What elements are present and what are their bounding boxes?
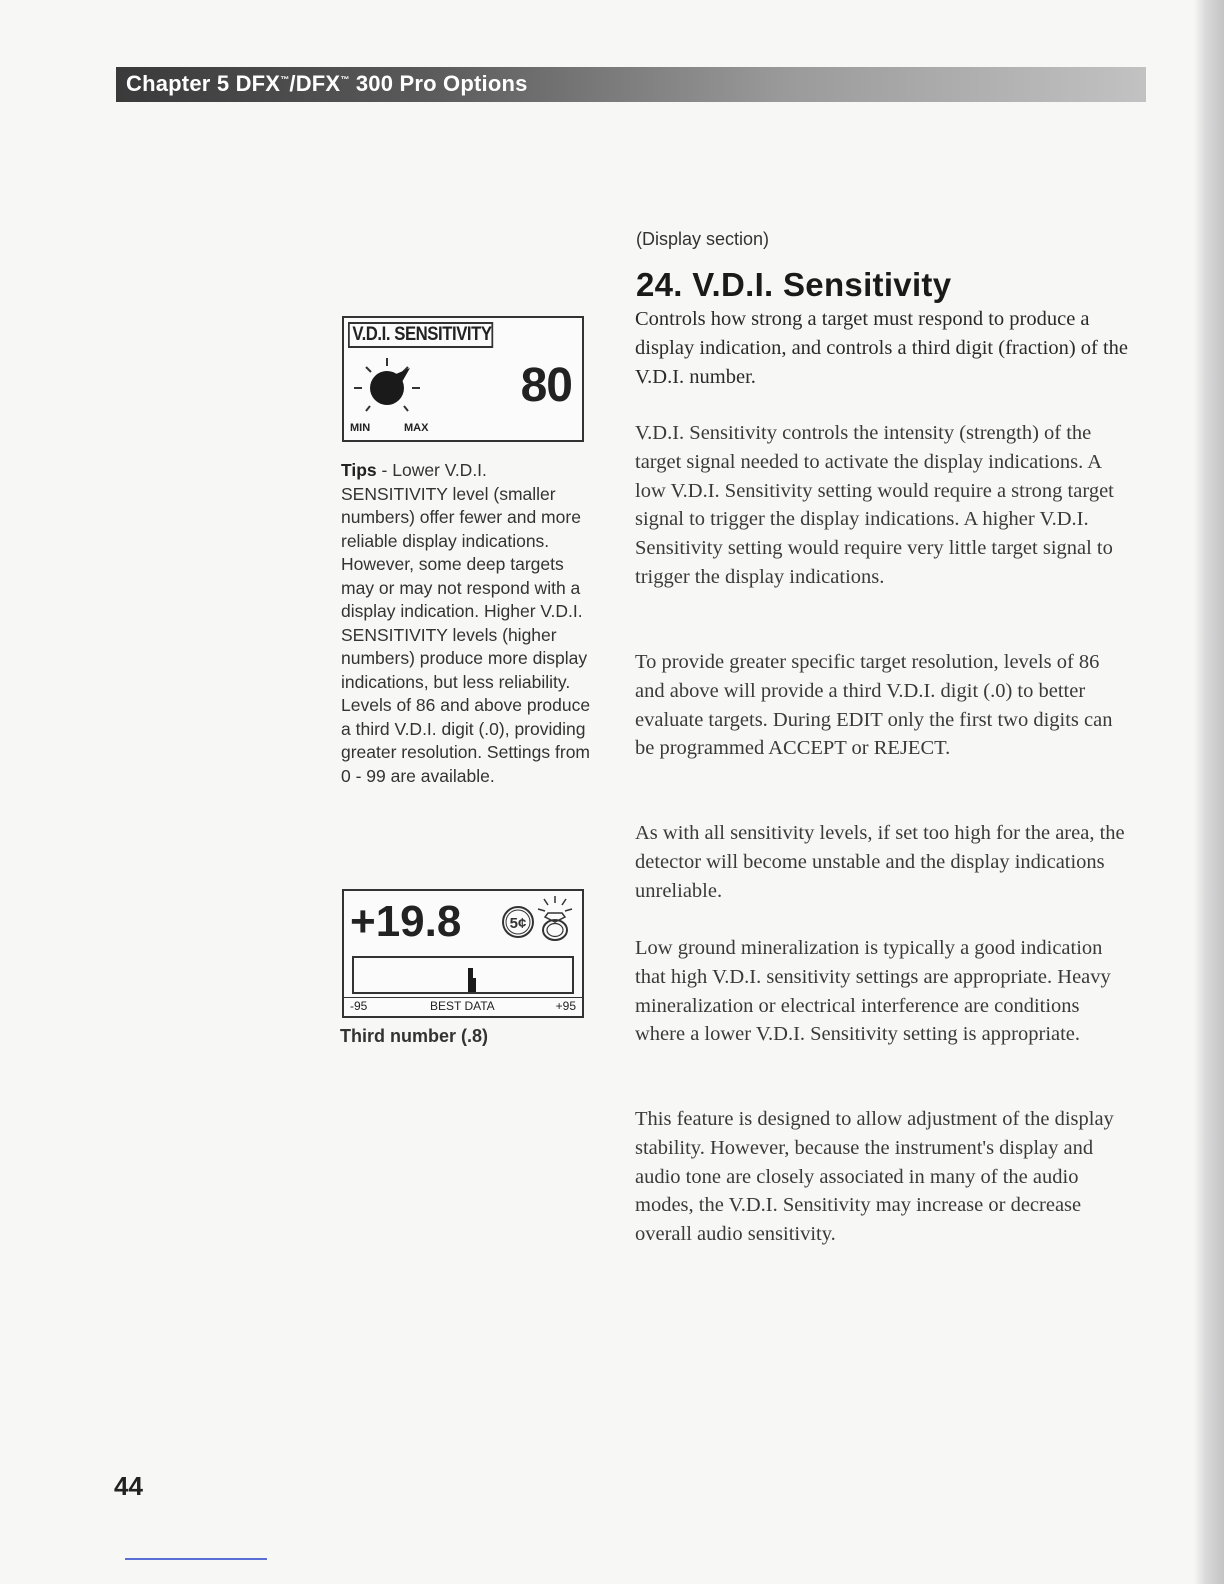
ring-icon [534,895,576,941]
section-heading: 24. V.D.I. Sensitivity [636,266,952,303]
chapter-title: Chapter 5 DFX™/DFX™ 300 Pro Options [126,71,528,96]
paragraph: Low ground mineralization is typically a good indication that high V.D.I. sensitivity settings are appropriate. Heavy mineralization or electrical interference are conditions where a lower V.D.I. Sensitivity setting is appropriate. [635,937,1111,1046]
vdi-number: +19.8 [350,897,462,946]
max-label: MAX [404,422,429,434]
sensitivity-knob-icon [352,354,422,418]
third-number-display [342,889,584,1018]
coin-label: 5¢ [509,915,527,932]
scale-label: BEST DATA [430,999,495,1013]
paragraph: As with all sensitivity levels, if set too high for the area, the detector will become unstable and the display indications unreliable. [635,822,1125,902]
vdi-sensitivity-display [342,316,584,442]
paragraph: V.D.I. Sensitivity controls the intensity (strength) of the target signal needed to activate the display indications. A low V.D.I. Sensitivity setting would require a strong target signal to trigger the display indications. A higher V.D.I. Sensitivity setting would require very little target signal to trigger the display indications. [635,422,1114,588]
figure-caption: Third number (.8) [340,1026,488,1046]
page-edge-shadow [1194,0,1224,1584]
paragraph: To provide greater specific target resolution, levels of 86 and above will provide a third V.D.I. digit (.0) to better evaluate targets. During EDIT only the first two digits can be programmed ACCEPT or REJECT. [635,651,1113,760]
chapter-header-bar [116,67,1146,102]
min-label: MIN [350,422,371,434]
tips-label: Tips [341,460,377,480]
section-label: (Display section) [636,229,770,249]
target-bar-graph [352,956,574,994]
lcd-title: V.D.I. SENSITIVITY [348,322,493,348]
paragraph: This feature is designed to allow adjustment of the display stability. However, because the instrument's display and audio tone are closely associated in many of the audio modes, the V.D.I. Sensitivity may increase or decrease overall audio sensitivity. [635,1108,1114,1246]
tips-sidebar [341,459,591,788]
nickel-coin-icon [501,905,535,939]
page-number: 44 [114,1471,143,1501]
footer-rule [125,1558,267,1560]
scale-min: -95 [350,999,368,1013]
sensitivity-value: 80 [520,359,572,412]
scale-max: +95 [555,999,576,1013]
bar-scale [344,997,582,1016]
paragraph: Controls how strong a target must respond to produce a display indication, and controls a third digit (fraction) of the V.D.I. number. [635,308,1129,388]
tips-text: - Lower V.D.I. SENSITIVITY level (smaller numbers) offer fewer and more reliable display indications. However, some deep targets may or may not respond with a display indication. Higher V.D.I. SENSITIVITY levels (higher numbers) produce more display indications, but less reliability. Levels of 86 and above produce a third V.D.I. digit (.0), providing greater resolution. Settings from 0 - 99 are available. [341,460,591,786]
target-bar-mark [468,968,476,992]
